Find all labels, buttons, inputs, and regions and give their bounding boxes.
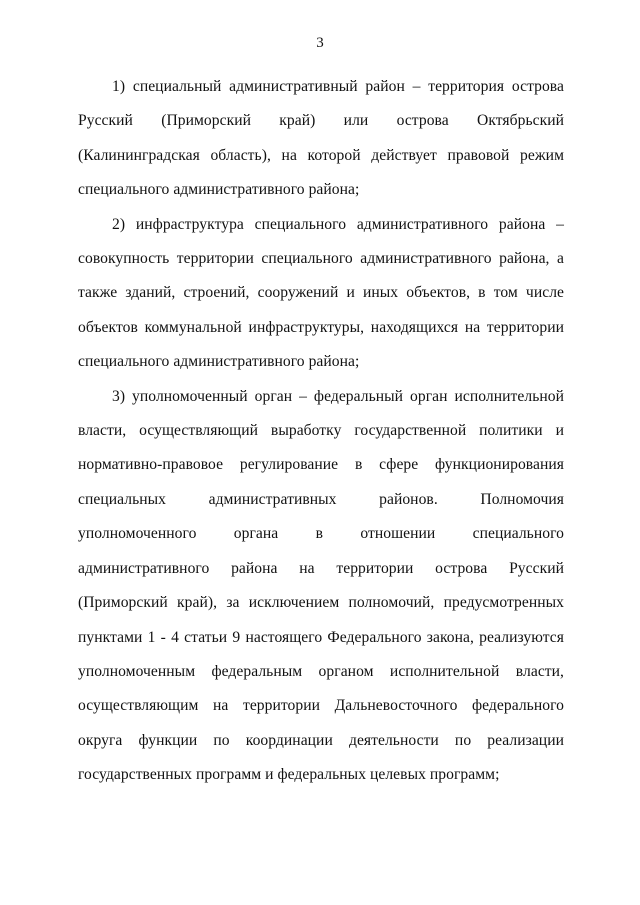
definition-paragraph-3: 3) уполномоченный орган – федеральный орган исполнительной власти, осуществляющий выработку государственной политики и нормативно-правовое регулирование в сфере функционирования специальных административных районов. Полномочия уполномоченного органа в отношении специального административного района на территории острова Русский (Приморский край), за исключением полномочий, предусмотренных пунктами 1 - 4 статьи 9 настоящего Федерального закона, реализуются уполномоченным федеральным органом исполнительной власти, осуществляющим на территории Дальневосточного федерального округа функции по координации деятельности по реализации государственных программ и федеральных целевых программ; bbox=[78, 387, 564, 784]
definition-paragraph-1: 1) специальный административный район – территория острова Русский (Приморский край) или острова Октябрьский (Калининградская область), на которой действует правовой режим специального административного района; bbox=[78, 78, 564, 199]
page-number: 3 bbox=[316, 35, 324, 51]
definition-paragraph-2: 2) инфраструктура специального административного района – совокупность территории специального административного района, а также зданий, строений, сооружений и иных объектов, в том числе объектов коммунальной инфраструктуры, находящихся на территории специального административного района; bbox=[78, 215, 564, 371]
document-body bbox=[78, 70, 564, 793]
